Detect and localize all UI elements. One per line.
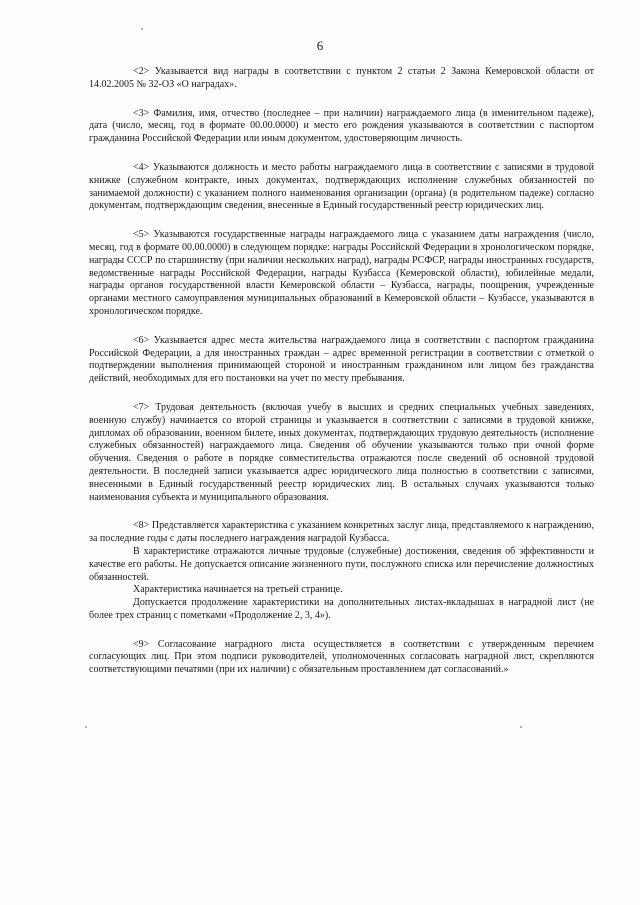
page-number: 6 xyxy=(316,38,324,53)
note-3: <3> Фамилия, имя, отчество (последнее – при наличии) награждаемого лица (в именительном падеже), дата (число, месяц, год в формате 00.00.0000) и место его рождения указываются в соответствии с паспортом гражданина Российской Федерации или иным документом, удостоверяющим личность. xyxy=(89,107,594,145)
document-body xyxy=(89,66,594,693)
scan-speck xyxy=(85,726,87,728)
note-7: <7> Трудовая деятельность (включая учебу в высших и средних специальных учебных заведениях, военную службу) начинается со второй страницы и указывается в соответствии с записями в трудовой книжке, дипломах об образовании, военном билете, иных документах, подтверждающих трудовую деятельность (исполнение служебных обязанностей) награждаемого лица. Сведения об обучении указываются только при очной форме обучения. Сведения о работе в порядке совместительства отражаются после сведений об основной трудовой деятельности. В последней записи указывается адрес юридического лица полностью в соответствии с записями, внесенными в Единый государственный реестр юридических лиц. В остальных случаях указываются только наименования субъекта и муниципального образования. xyxy=(89,401,594,503)
note-4: <4> Указываются должность и место работы награждаемого лица в соответствии с записями в трудовой книжке (служебном контракте, иных документах, подтверждающих исполнение служебных обязанностей по занимаемой должности) с указанием полного наименования организации (органа) (в родительном падеже) согласно документам, подтверждающим сведения, внесенные в Единый государственный реестр юридических лиц. xyxy=(89,161,594,212)
note-9: <9> Согласование наградного листа осуществляется в соответствии с утвержденным перечнем согласующих лиц. При этом подписи руководителей, уполномоченных согласовать наградной лист, скрепляются соответствующими печатями (при их наличии) с обязательным проставлением дат согласований.» xyxy=(89,638,594,676)
note-8-start-page: Характеристика начинается на третьей странице. xyxy=(133,584,343,596)
note-5: <5> Указываются государственные награды награждаемого лица с указанием даты награждения (число, месяц, год в формате 00.00.0000) в следующем порядке: награды Российской Федерации в хронологическом порядке, награды СССР по старшинству (при наличии нескольких наград), награды РСФСР, награды иностранных государств, ведомственные награды Российской Федерации, награды Кузбасса (Кемеровской области), юбилейные медали, награды органов государственной власти Кемеровской области – Кузбасса, награды, поощрения, учрежденные органами местного самоуправления муниципальных образований в Кемеровской области – Кузбассе, указываются в хронологическом порядке. xyxy=(89,229,594,317)
scan-speck xyxy=(520,726,522,728)
note-8: <8> Представляется характеристика с указанием конкретных заслуг лица, представляемого к награждению, за последние годы с даты последнего награждения наградой Кузбасса. xyxy=(89,520,594,545)
note-2: <2> Указывается вид награды в соответствии с пунктом 2 статьи 2 Закона Кемеровской области от 14.02.2005 № 32-ОЗ «О наградах». xyxy=(89,66,594,90)
note-8-achievements: В характеристике отражаются личные трудовые (служебные) достижения, сведения об эффективности и качестве его работы. Не допускается описание жизненного пути, послужного списка или перечисление должностных обязанностей. xyxy=(89,545,594,583)
note-6: <6> Указывается адрес места жительства награждаемого лица в соответствии с паспортом гражданина Российской Федерации, а для иностранных граждан – адрес временной регистрации в соответствии с отметкой о подтверждении выполнения принимающей стороной и иностранным гражданином или лицом без гражданства действий, необходимых для его постановки на учет по месту пребывания. xyxy=(89,334,594,385)
scan-speck xyxy=(141,28,143,30)
note-8-continuation: Допускается продолжение характеристики на дополнительных листах-вкладышах в наградной лист (не более трех страниц с пометками «Продолжение 2, 3, 4»). xyxy=(89,597,594,621)
